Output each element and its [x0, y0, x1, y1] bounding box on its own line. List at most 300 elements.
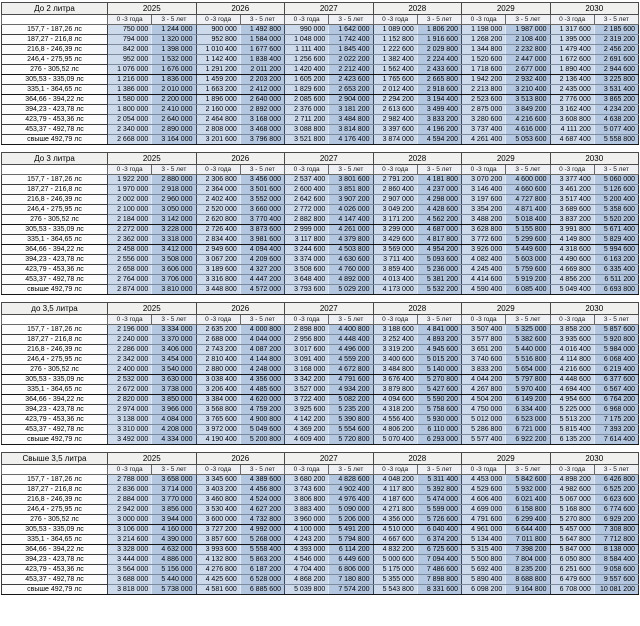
- price-cell[interactable]: 4 992 000: [240, 525, 284, 535]
- price-cell[interactable]: 4 590 400: [462, 285, 506, 295]
- price-cell[interactable]: 4 841 000: [417, 325, 461, 335]
- price-cell[interactable]: 1 922 200: [108, 175, 152, 185]
- price-cell[interactable]: 5 863 200: [240, 555, 284, 565]
- price-cell[interactable]: 3 377 400: [550, 175, 594, 185]
- price-cell[interactable]: 2 224 400: [417, 55, 461, 65]
- price-cell[interactable]: 4 187 600: [373, 495, 417, 505]
- price-cell[interactable]: 5 857 600: [594, 325, 638, 335]
- price-cell[interactable]: 4 147 400: [329, 215, 373, 225]
- price-cell[interactable]: 2 944 600: [594, 65, 638, 75]
- price-cell[interactable]: 6 968 000: [594, 405, 638, 415]
- price-cell[interactable]: 3 833 200: [417, 115, 461, 125]
- price-cell[interactable]: 3 088 800: [285, 125, 329, 135]
- price-cell[interactable]: 4 638 200: [594, 115, 638, 125]
- price-cell[interactable]: 7 011 800: [506, 535, 550, 545]
- price-cell[interactable]: 1 890 400: [550, 65, 594, 75]
- price-cell[interactable]: 2 875 000: [462, 105, 506, 115]
- price-cell[interactable]: 4 248 000: [240, 365, 284, 375]
- price-cell[interactable]: 2 658 000: [108, 265, 152, 275]
- price-cell[interactable]: 3 501 600: [240, 185, 284, 195]
- price-cell[interactable]: 1 562 400: [373, 65, 417, 75]
- price-cell[interactable]: 3 162 400: [550, 105, 594, 115]
- price-cell[interactable]: 3 658 000: [152, 475, 196, 485]
- price-cell[interactable]: 4 902 400: [329, 485, 373, 495]
- price-cell[interactable]: 5 829 400: [594, 235, 638, 245]
- price-cell[interactable]: 2 691 600: [594, 55, 638, 65]
- price-cell[interactable]: 5 647 800: [550, 535, 594, 545]
- price-cell[interactable]: 4 044 200: [462, 375, 506, 385]
- price-cell[interactable]: 3 444 000: [108, 555, 152, 565]
- price-cell[interactable]: 4 117 800: [373, 485, 417, 495]
- price-cell[interactable]: 2 537 400: [285, 175, 329, 185]
- price-cell[interactable]: 4 142 200: [285, 415, 329, 425]
- price-cell[interactable]: 2 860 400: [373, 185, 417, 195]
- price-cell[interactable]: 4 448 600: [550, 375, 594, 385]
- price-cell[interactable]: 4 176 400: [329, 135, 373, 145]
- price-cell[interactable]: 4 976 400: [329, 495, 373, 505]
- price-cell[interactable]: 6 219 400: [594, 365, 638, 375]
- price-cell[interactable]: 2 184 000: [108, 215, 152, 225]
- price-cell[interactable]: 1 216 000: [108, 75, 152, 85]
- price-cell[interactable]: 5 015 200: [417, 355, 461, 365]
- price-cell[interactable]: 4 111 200: [550, 125, 594, 135]
- price-cell[interactable]: 1 076 000: [108, 65, 152, 75]
- price-cell[interactable]: 5 577 400: [462, 435, 506, 445]
- price-cell[interactable]: 2 200 000: [152, 95, 196, 105]
- price-cell[interactable]: 5 315 400: [462, 545, 506, 555]
- price-cell[interactable]: 1 765 600: [373, 75, 417, 85]
- price-cell[interactable]: 9 164 800: [506, 585, 550, 595]
- price-cell[interactable]: 3 628 800: [462, 225, 506, 235]
- price-cell[interactable]: 4 243 200: [285, 535, 329, 545]
- price-cell[interactable]: 4 856 200: [550, 275, 594, 285]
- price-cell[interactable]: 4 485 600: [240, 385, 284, 395]
- price-cell[interactable]: 6 511 200: [594, 275, 638, 285]
- price-cell[interactable]: 2 820 000: [108, 395, 152, 405]
- price-cell[interactable]: 2 890 000: [152, 125, 196, 135]
- price-cell[interactable]: 1 048 000: [285, 35, 329, 45]
- price-cell[interactable]: 3 858 200: [550, 325, 594, 335]
- price-cell[interactable]: 4 886 000: [152, 555, 196, 565]
- price-cell[interactable]: 4 672 800: [329, 365, 373, 375]
- price-cell[interactable]: 952 800: [196, 35, 240, 45]
- price-cell[interactable]: 5 029 200: [329, 285, 373, 295]
- price-cell[interactable]: 4 632 000: [152, 545, 196, 555]
- price-cell[interactable]: 4 390 000: [152, 535, 196, 545]
- price-cell[interactable]: 3 067 200: [196, 255, 240, 265]
- price-cell[interactable]: 5 516 800: [506, 355, 550, 365]
- price-cell[interactable]: 5 200 800: [240, 435, 284, 445]
- price-cell[interactable]: 7 308 800: [594, 525, 638, 535]
- price-cell[interactable]: 3 926 000: [462, 245, 506, 255]
- price-cell[interactable]: 6 922 200: [506, 435, 550, 445]
- price-cell[interactable]: 7 898 800: [417, 575, 461, 585]
- price-cell[interactable]: 3 000 000: [108, 515, 152, 525]
- price-cell[interactable]: 5 726 600: [417, 515, 461, 525]
- price-cell[interactable]: 3 488 200: [462, 215, 506, 225]
- price-cell[interactable]: 3 492 000: [108, 435, 152, 445]
- price-cell[interactable]: 4 044 000: [240, 335, 284, 345]
- price-cell[interactable]: 6 806 000: [329, 565, 373, 575]
- price-cell[interactable]: 4 267 800: [462, 385, 506, 395]
- price-cell[interactable]: 3 527 000: [285, 385, 329, 395]
- price-cell[interactable]: 5 082 200: [329, 395, 373, 405]
- price-cell[interactable]: 4 082 400: [462, 255, 506, 265]
- price-cell[interactable]: 2 668 000: [108, 135, 152, 145]
- price-cell[interactable]: 3 517 400: [550, 195, 594, 205]
- price-cell[interactable]: 5 847 000: [550, 545, 594, 555]
- price-cell[interactable]: 4 832 200: [373, 545, 417, 555]
- price-cell[interactable]: 5 134 400: [462, 535, 506, 545]
- price-cell[interactable]: 5 590 200: [417, 395, 461, 405]
- price-cell[interactable]: 6 098 200: [462, 585, 506, 595]
- price-cell[interactable]: 2 010 000: [152, 85, 196, 95]
- price-cell[interactable]: 4 562 200: [417, 215, 461, 225]
- price-cell[interactable]: 5 919 200: [506, 275, 550, 285]
- price-cell[interactable]: 1 317 600: [550, 25, 594, 35]
- price-cell[interactable]: 3 569 000: [373, 245, 417, 255]
- price-cell[interactable]: 1 395 000: [550, 35, 594, 45]
- price-cell[interactable]: 3 316 800: [196, 275, 240, 285]
- price-cell[interactable]: 3 397 600: [373, 125, 417, 135]
- price-cell[interactable]: 4 094 600: [373, 395, 417, 405]
- price-cell[interactable]: 1 676 000: [152, 65, 196, 75]
- price-cell[interactable]: 1 492 800: [240, 25, 284, 35]
- price-cell[interactable]: 2 435 000: [550, 85, 594, 95]
- price-cell[interactable]: 5 140 000: [417, 365, 461, 375]
- price-cell[interactable]: 2 520 000: [196, 205, 240, 215]
- price-cell[interactable]: 3 345 600: [196, 475, 240, 485]
- price-cell[interactable]: 6 525 200: [594, 485, 638, 495]
- price-cell[interactable]: 2 677 000: [506, 65, 550, 75]
- price-cell[interactable]: 3 770 000: [152, 495, 196, 505]
- price-cell[interactable]: 4 087 200: [240, 345, 284, 355]
- price-cell[interactable]: 5 168 800: [550, 505, 594, 515]
- price-cell[interactable]: 3 461 200: [550, 185, 594, 195]
- price-cell[interactable]: 6 693 800: [594, 285, 638, 295]
- price-cell[interactable]: 2 810 400: [196, 355, 240, 365]
- price-cell[interactable]: 5 520 200: [594, 215, 638, 225]
- price-cell[interactable]: 2 892 000: [240, 105, 284, 115]
- price-cell[interactable]: 6 149 200: [506, 395, 550, 405]
- price-cell[interactable]: 3 648 400: [285, 275, 329, 285]
- price-cell[interactable]: 1 987 000: [506, 25, 550, 35]
- price-cell[interactable]: 6 929 200: [594, 515, 638, 525]
- price-cell[interactable]: 4 400 800: [329, 325, 373, 335]
- price-cell[interactable]: 4 144 800: [240, 355, 284, 365]
- price-cell[interactable]: 5 457 000: [550, 525, 594, 535]
- price-cell[interactable]: 2 306 800: [196, 175, 240, 185]
- price-cell[interactable]: 3 531 400: [594, 85, 638, 95]
- price-cell[interactable]: 4 934 200: [329, 385, 373, 395]
- price-cell[interactable]: 5 738 000: [152, 585, 196, 595]
- price-cell[interactable]: 3 370 000: [152, 335, 196, 345]
- price-cell[interactable]: 7 712 800: [594, 535, 638, 545]
- price-cell[interactable]: 3 935 600: [550, 335, 594, 345]
- price-cell[interactable]: 3 484 800: [373, 365, 417, 375]
- price-cell[interactable]: 3 651 200: [462, 345, 506, 355]
- price-cell[interactable]: 1 916 600: [417, 35, 461, 45]
- price-cell[interactable]: 6 377 600: [594, 375, 638, 385]
- price-cell[interactable]: 5 815 400: [550, 425, 594, 435]
- price-cell[interactable]: 750 000: [108, 25, 152, 35]
- price-cell[interactable]: 4 318 600: [550, 245, 594, 255]
- price-cell[interactable]: 4 893 200: [417, 335, 461, 345]
- price-cell[interactable]: 1 222 600: [373, 45, 417, 55]
- price-cell[interactable]: 2 974 000: [108, 405, 152, 415]
- price-cell[interactable]: 3 660 000: [240, 205, 284, 215]
- price-cell[interactable]: 6 334 400: [506, 405, 550, 415]
- price-cell[interactable]: 5 200 400: [594, 195, 638, 205]
- price-cell[interactable]: 4 209 600: [240, 255, 284, 265]
- price-cell[interactable]: 5 500 800: [462, 555, 506, 565]
- price-cell[interactable]: 3 197 600: [462, 195, 506, 205]
- price-cell[interactable]: 1 605 200: [285, 75, 329, 85]
- price-cell[interactable]: 1 320 000: [152, 35, 196, 45]
- price-cell[interactable]: 3 168 000: [240, 115, 284, 125]
- price-cell[interactable]: 3 142 000: [152, 215, 196, 225]
- price-cell[interactable]: 1 829 600: [285, 85, 329, 95]
- price-cell[interactable]: 3 564 000: [108, 565, 152, 575]
- price-cell[interactable]: 2 874 000: [108, 285, 152, 295]
- price-cell[interactable]: 2 340 000: [108, 125, 152, 135]
- price-cell[interactable]: 3 568 800: [196, 405, 240, 415]
- price-cell[interactable]: 2 949 600: [196, 245, 240, 255]
- price-cell[interactable]: 6 721 000: [506, 425, 550, 435]
- price-cell[interactable]: 2 185 600: [594, 25, 638, 35]
- price-cell[interactable]: 2 412 000: [240, 85, 284, 95]
- price-cell[interactable]: 1 142 400: [196, 55, 240, 65]
- price-cell[interactable]: 4 510 000: [373, 525, 417, 535]
- price-cell[interactable]: 2 136 400: [550, 75, 594, 85]
- price-cell[interactable]: 2 400 000: [108, 365, 152, 375]
- price-cell[interactable]: 5 053 600: [506, 135, 550, 145]
- price-cell[interactable]: 3 214 600: [108, 535, 152, 545]
- price-cell[interactable]: 2 776 000: [550, 95, 594, 105]
- price-cell[interactable]: 4 013 400: [373, 275, 417, 285]
- price-cell[interactable]: 5 970 400: [506, 385, 550, 395]
- price-cell[interactable]: 1 532 000: [152, 55, 196, 65]
- price-cell[interactable]: 1 344 800: [462, 45, 506, 55]
- price-cell[interactable]: 2 213 800: [462, 85, 506, 95]
- price-cell[interactable]: 4 503 800: [329, 245, 373, 255]
- price-cell[interactable]: 3 091 400: [285, 355, 329, 365]
- price-cell[interactable]: 5 543 800: [373, 585, 417, 595]
- price-cell[interactable]: 2 956 800: [285, 335, 329, 345]
- price-cell[interactable]: 2 196 000: [108, 325, 152, 335]
- price-cell[interactable]: 3 188 600: [373, 325, 417, 335]
- price-cell[interactable]: 3 206 400: [196, 385, 240, 395]
- price-cell[interactable]: 4 369 200: [285, 425, 329, 435]
- price-cell[interactable]: 3 972 000: [196, 425, 240, 435]
- price-cell[interactable]: 1 677 600: [240, 45, 284, 55]
- price-cell[interactable]: 2 600 400: [285, 185, 329, 195]
- price-cell[interactable]: 7 486 600: [417, 565, 461, 575]
- price-cell[interactable]: 4 356 000: [373, 515, 417, 525]
- price-cell[interactable]: 6 187 200: [240, 565, 284, 575]
- price-cell[interactable]: 5 842 600: [506, 475, 550, 485]
- price-cell[interactable]: 4 669 800: [550, 265, 594, 275]
- price-cell[interactable]: 3 194 400: [417, 95, 461, 105]
- price-cell[interactable]: 3 403 200: [196, 485, 240, 495]
- price-cell[interactable]: 3 460 800: [196, 495, 240, 505]
- price-cell[interactable]: 5 268 000: [240, 535, 284, 545]
- price-cell[interactable]: 5 093 600: [417, 255, 461, 265]
- price-cell[interactable]: 3 966 000: [152, 405, 196, 415]
- price-cell[interactable]: 4 900 800: [240, 415, 284, 425]
- price-cell[interactable]: 900 000: [196, 25, 240, 35]
- price-cell[interactable]: 6 523 000: [506, 415, 550, 425]
- price-cell[interactable]: 4 954 600: [550, 395, 594, 405]
- price-cell[interactable]: 5 311 400: [417, 475, 461, 485]
- price-cell[interactable]: 5 299 600: [506, 235, 550, 245]
- price-cell[interactable]: 4 667 600: [373, 535, 417, 545]
- price-cell[interactable]: 2 665 800: [417, 75, 461, 85]
- price-cell[interactable]: 4 393 000: [285, 545, 329, 555]
- price-cell[interactable]: 5 270 800: [417, 375, 461, 385]
- price-cell[interactable]: 6 068 400: [594, 355, 638, 365]
- price-cell[interactable]: 2 620 800: [196, 215, 240, 225]
- price-cell[interactable]: 2 642 600: [285, 195, 329, 205]
- price-cell[interactable]: 3 944 000: [152, 515, 196, 525]
- price-cell[interactable]: 2 982 400: [373, 115, 417, 125]
- price-cell[interactable]: 3 412 000: [152, 245, 196, 255]
- price-cell[interactable]: 6 299 400: [506, 515, 550, 525]
- price-cell[interactable]: 3 806 800: [285, 495, 329, 505]
- price-cell[interactable]: 5 554 600: [329, 425, 373, 435]
- price-cell[interactable]: 3 342 200: [285, 375, 329, 385]
- price-cell[interactable]: 5 513 200: [550, 415, 594, 425]
- price-cell[interactable]: 1 663 200: [196, 85, 240, 95]
- price-cell[interactable]: 4 196 200: [417, 125, 461, 135]
- price-cell[interactable]: 4 425 600: [196, 575, 240, 585]
- price-cell[interactable]: 4 687 400: [550, 135, 594, 145]
- price-cell[interactable]: 4 954 200: [417, 245, 461, 255]
- price-cell[interactable]: 3 689 600: [550, 205, 594, 215]
- price-cell[interactable]: 3 138 000: [108, 415, 152, 425]
- price-cell[interactable]: 4 237 000: [417, 185, 461, 195]
- price-cell[interactable]: 3 280 600: [462, 115, 506, 125]
- price-cell[interactable]: 1 420 400: [285, 65, 329, 75]
- price-cell[interactable]: 4 261 400: [462, 135, 506, 145]
- price-cell[interactable]: 4 334 000: [152, 435, 196, 445]
- price-cell[interactable]: 3 711 400: [373, 255, 417, 265]
- price-cell[interactable]: 2 788 000: [108, 475, 152, 485]
- price-cell[interactable]: 3 714 000: [152, 485, 196, 495]
- price-cell[interactable]: 3 676 400: [373, 375, 417, 385]
- price-cell[interactable]: 2 672 000: [108, 385, 152, 395]
- price-cell[interactable]: 4 616 000: [506, 125, 550, 135]
- price-cell[interactable]: 6 251 600: [550, 565, 594, 575]
- price-cell[interactable]: 5 049 600: [240, 425, 284, 435]
- price-cell[interactable]: 1 672 600: [550, 55, 594, 65]
- price-cell[interactable]: 3 117 800: [285, 235, 329, 245]
- price-cell[interactable]: 3 318 000: [152, 235, 196, 245]
- price-cell[interactable]: 3 737 400: [462, 125, 506, 135]
- price-cell[interactable]: 2 711 200: [285, 115, 329, 125]
- price-cell[interactable]: 2 613 600: [373, 105, 417, 115]
- price-cell[interactable]: 3 818 000: [108, 585, 152, 595]
- price-cell[interactable]: 4 581 600: [196, 585, 240, 595]
- price-cell[interactable]: 4 791 600: [462, 515, 506, 525]
- price-cell[interactable]: 5 758 600: [417, 405, 461, 415]
- price-cell[interactable]: 3 171 200: [373, 215, 417, 225]
- price-cell[interactable]: 4 389 600: [240, 475, 284, 485]
- price-cell[interactable]: 4 318 200: [373, 405, 417, 415]
- price-cell[interactable]: 3 680 200: [285, 475, 329, 485]
- price-cell[interactable]: 2 882 800: [285, 215, 329, 225]
- price-cell[interactable]: 2 464 800: [196, 115, 240, 125]
- price-cell[interactable]: 1 459 200: [196, 75, 240, 85]
- price-cell[interactable]: 3 499 400: [417, 105, 461, 115]
- price-cell[interactable]: 5 994 600: [594, 245, 638, 255]
- price-cell[interactable]: 5 427 600: [417, 385, 461, 395]
- price-cell[interactable]: 5 532 200: [417, 285, 461, 295]
- price-cell[interactable]: 7 175 200: [594, 415, 638, 425]
- price-cell[interactable]: 2 726 400: [196, 225, 240, 235]
- price-cell[interactable]: 5 206 000: [329, 515, 373, 525]
- price-cell[interactable]: 4 160 000: [152, 525, 196, 535]
- price-cell[interactable]: 4 759 200: [240, 405, 284, 415]
- price-cell[interactable]: 6 528 000: [240, 575, 284, 585]
- price-cell[interactable]: 1 152 800: [373, 35, 417, 45]
- price-cell[interactable]: 4 704 400: [285, 565, 329, 575]
- price-cell[interactable]: 2 376 000: [285, 105, 329, 115]
- price-cell[interactable]: 5 382 600: [506, 335, 550, 345]
- price-cell[interactable]: 3 981 600: [240, 235, 284, 245]
- price-cell[interactable]: 4 084 000: [152, 415, 196, 425]
- price-cell[interactable]: 5 355 000: [373, 575, 417, 585]
- price-cell[interactable]: 7 804 000: [506, 555, 550, 565]
- price-cell[interactable]: 5 491 200: [329, 525, 373, 535]
- price-cell[interactable]: 6 050 800: [550, 555, 594, 565]
- price-cell[interactable]: 2 402 400: [196, 195, 240, 205]
- price-cell[interactable]: 5 599 000: [417, 505, 461, 515]
- price-cell[interactable]: 3 070 200: [462, 175, 506, 185]
- price-cell[interactable]: 2 884 000: [108, 495, 152, 505]
- price-cell[interactable]: 3 993 600: [196, 545, 240, 555]
- price-cell[interactable]: 1 268 200: [462, 35, 506, 45]
- price-cell[interactable]: 2 743 200: [196, 345, 240, 355]
- price-cell[interactable]: 2 653 200: [329, 85, 373, 95]
- price-cell[interactable]: 3 201 600: [196, 135, 240, 145]
- price-cell[interactable]: 3 456 000: [240, 175, 284, 185]
- price-cell[interactable]: 4 630 600: [329, 255, 373, 265]
- price-cell[interactable]: 3 727 200: [196, 525, 240, 535]
- price-cell[interactable]: 2 342 000: [108, 355, 152, 365]
- price-cell[interactable]: 952 000: [108, 55, 152, 65]
- price-cell[interactable]: 2 108 400: [506, 35, 550, 45]
- price-cell[interactable]: 2 532 000: [108, 375, 152, 385]
- price-cell[interactable]: 4 016 400: [550, 345, 594, 355]
- price-cell[interactable]: 2 764 000: [108, 275, 152, 285]
- price-cell[interactable]: 4 556 400: [373, 415, 417, 425]
- price-cell[interactable]: 6 567 400: [594, 385, 638, 395]
- price-cell[interactable]: 4 687 000: [417, 225, 461, 235]
- price-cell[interactable]: 5 000 600: [373, 555, 417, 565]
- price-cell[interactable]: 3 468 000: [240, 125, 284, 135]
- price-cell[interactable]: 5 156 000: [152, 565, 196, 575]
- price-cell[interactable]: 4 114 800: [550, 355, 594, 365]
- price-cell[interactable]: 5 381 200: [417, 275, 461, 285]
- price-cell[interactable]: 5 039 800: [285, 585, 329, 595]
- price-cell[interactable]: 3 521 800: [285, 135, 329, 145]
- price-cell[interactable]: 4 216 600: [550, 365, 594, 375]
- price-cell[interactable]: 5 325 000: [506, 325, 550, 335]
- price-cell[interactable]: 4 271 800: [373, 505, 417, 515]
- price-cell[interactable]: 5 175 000: [373, 565, 417, 575]
- price-cell[interactable]: 4 868 200: [285, 575, 329, 585]
